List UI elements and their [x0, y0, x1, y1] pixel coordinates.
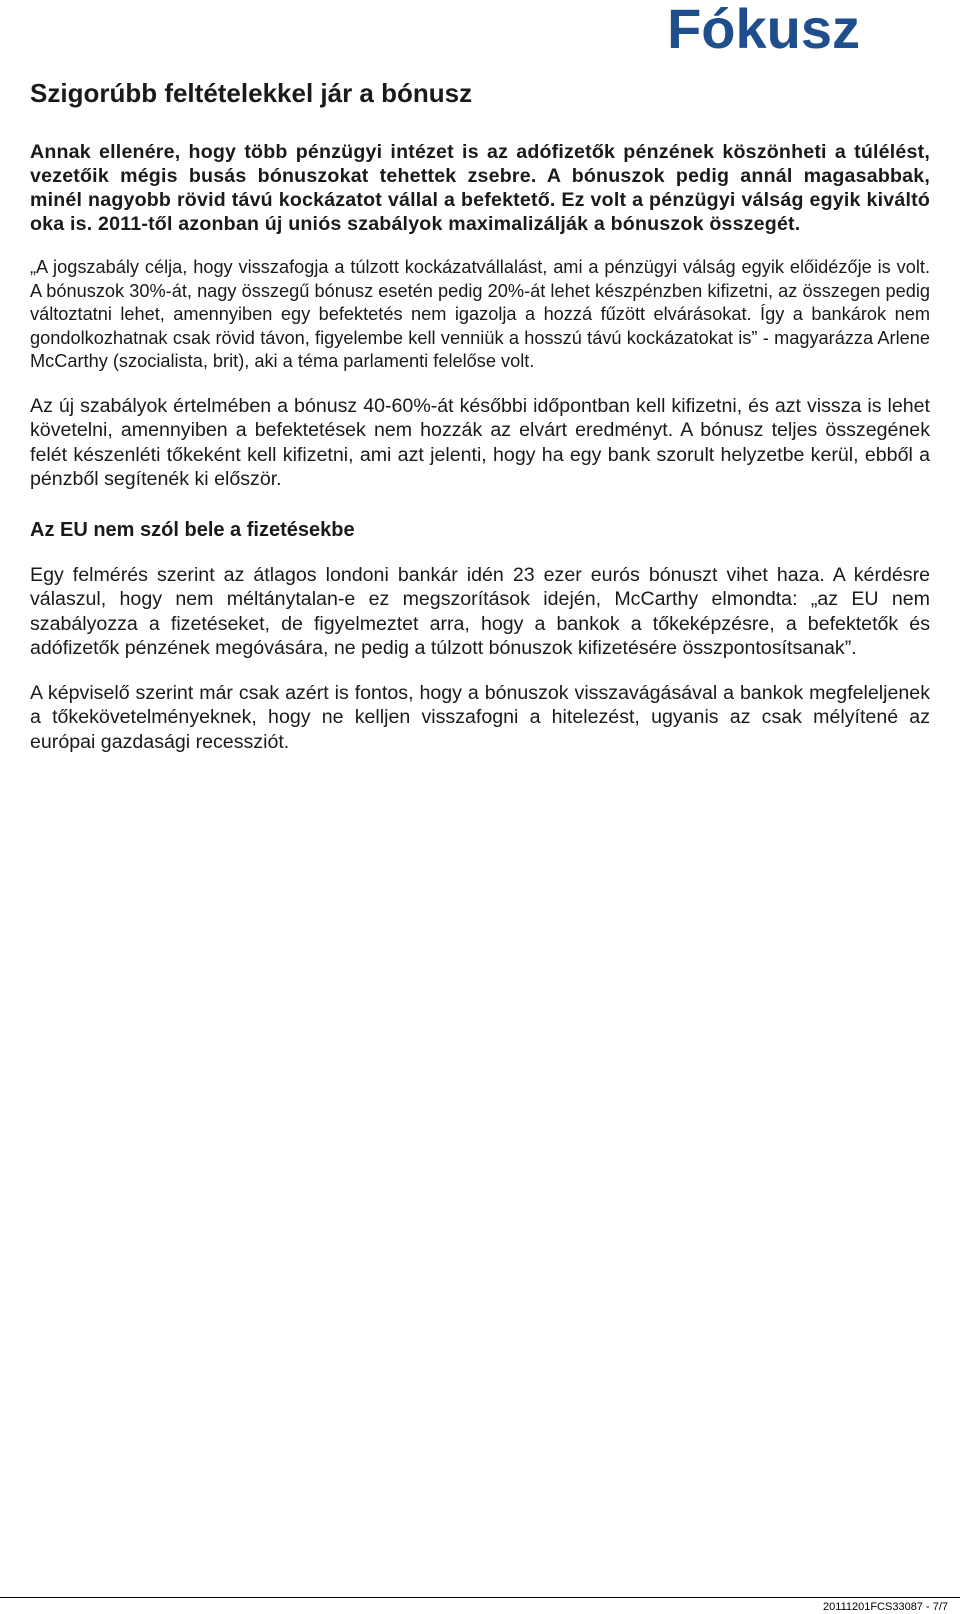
- rules-paragraph: Az új szabályok értelmében a bónusz 40-60%-át későbbi időpontban kell kifizetni, és azt vissza is lehet követelni, amennyiben a befektetések nem hozzák az elvárt eredményt. A bónusz teljes összegének felét készenléti tőkeként kell kifizetni, ami azt jelenti, hogy ha egy bank szorult helyzetbe kerül, ebből a pénzből segítenék ki először.: [30, 394, 930, 491]
- lead-paragraph: Annak ellenére, hogy több pénzügyi intézet is az adófizetők pénzének köszönheti a túlélést, vezetőik mégis busás bónuszokat tehettek zsebre. A bónuszok pedig annál magasabbak, minél nagyobb rövid távú kockázatot vállal a befektető. Ez volt a pénzügyi válság egyik kiváltó oka is. 2011-től azonban új uniós szabályok maximalizálják a bónuszok összegét.: [30, 141, 930, 235]
- page-title: Szigorúbb feltételekkel jár a bónusz: [30, 78, 473, 108]
- document-reference: 20111201FCS33087 - 7/7: [823, 1601, 948, 1613]
- quote-paragraph: „A jogszabály célja, hogy visszafogja a túlzott kockázatvállalást, ami a pénzügyi válság egyik előidézője is volt. A bónuszok 30%-át, nagy összegű bónusz esetén pedig 20%-át lehet készpénzben kifizetni, az összegen pedig változtatni lehet, amennyiben egy befektetés nem igazolja a hozzá fűzött elvárásokat. Így a bankárok nem gondolkozhatnak csak rövid távon, figyelembe kell venniük a hosszú távú kockázatokat is” - magyarázza Arlene McCarthy (szocialista, brit), aki a téma parlamenti felelőse volt.: [30, 257, 930, 372]
- survey-paragraph: Egy felmérés szerint az átlagos londoni bankár idén 23 ezer eurós bónuszt vihet haza. A kérdésre válaszul, hogy nem méltánytalan-e ez megszorítások idején, McCarthy elmondta: „az EU nem szabályozza a fizetéseket, de figyelmeztet arra, hogy a bankok a tőkeképzésre, a befektetők és adófizetők pénzének megóvására, ne pedig a túlzott bónuszok kifizetésére összpontosítsanak”.: [30, 563, 930, 660]
- footer-divider: [0, 1597, 960, 1598]
- section-heading: Az EU nem szól bele a fizetésekbe: [30, 518, 355, 541]
- brand-wordmark: Fókusz: [667, 0, 860, 60]
- closing-paragraph: A képviselő szerint már csak azért is fontos, hogy a bónuszok visszavágásával a bankok megfeleljenek a tőkekövetelményeknek, hogy ne kelljen visszafogni a hitelezést, ugyanis az csak mélyítené az európai gazdasági recessziót.: [30, 681, 930, 753]
- article-body: [30, 140, 930, 774]
